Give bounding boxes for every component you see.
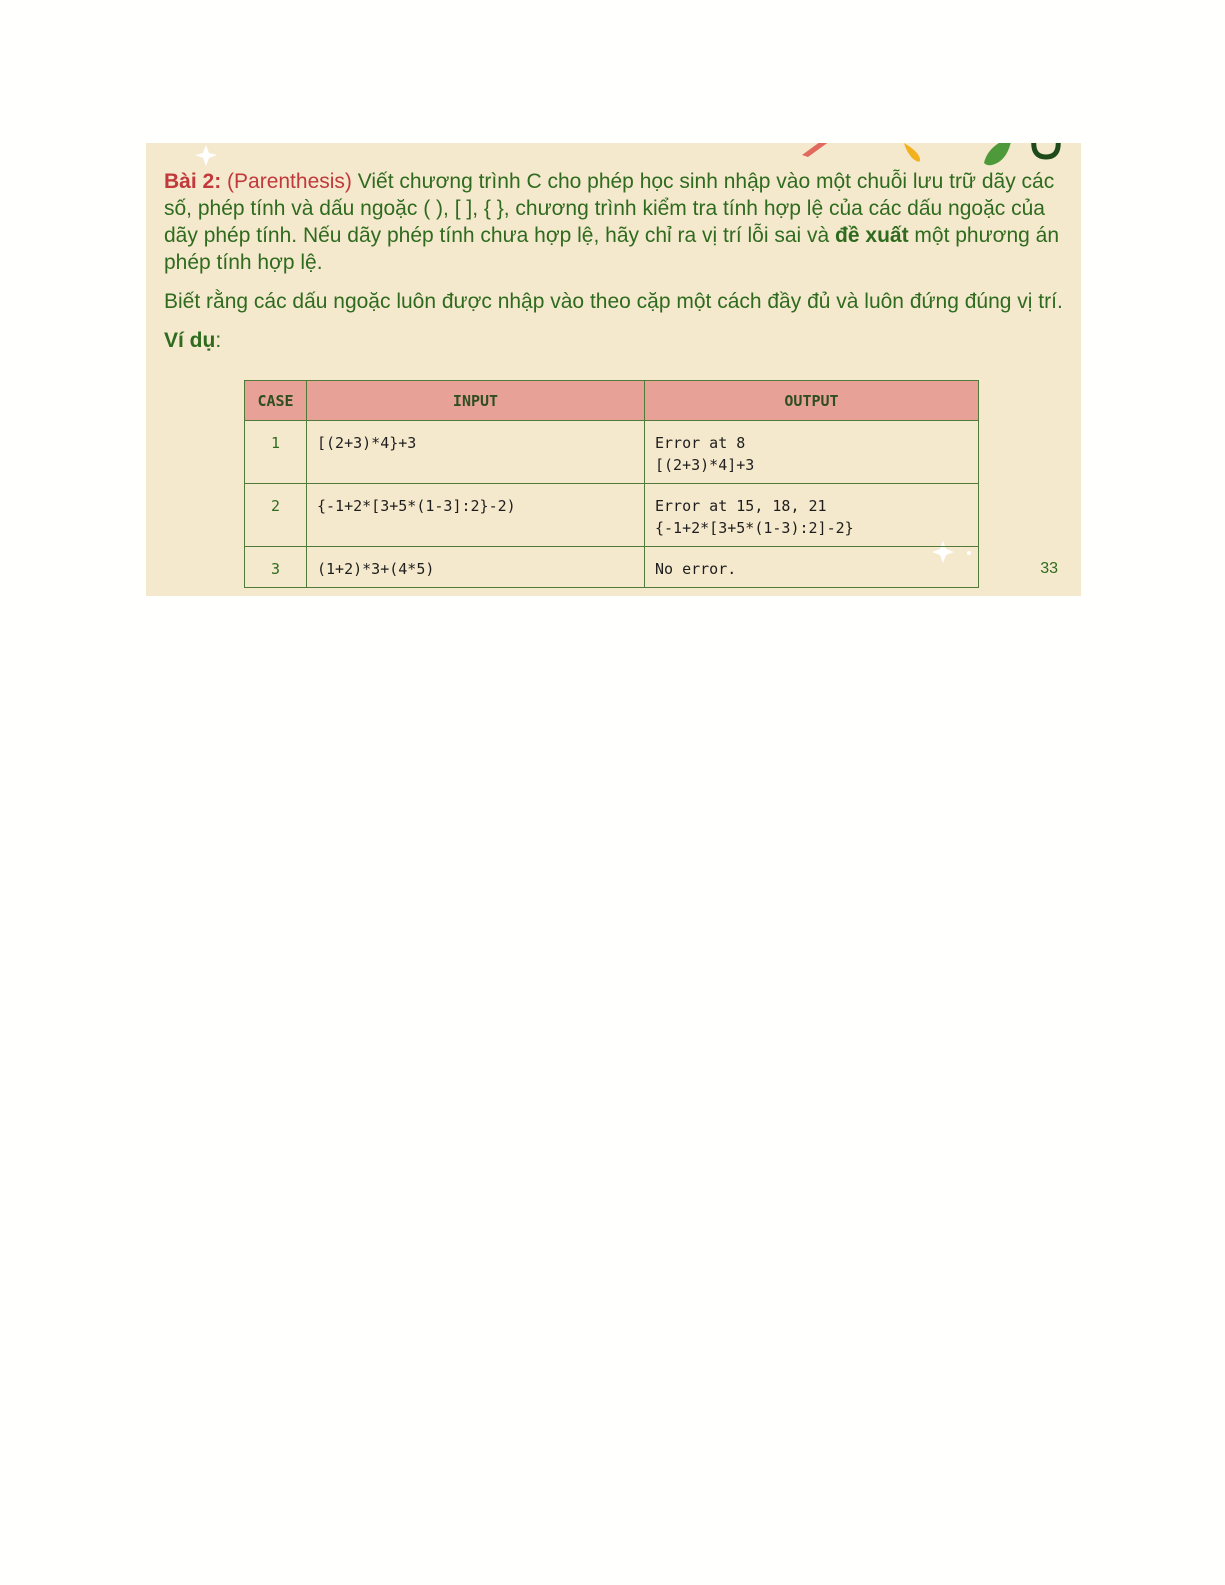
input-cell: {-1+2*[3+5*(1-3]:2}-2) [307,484,645,547]
header-input: INPUT [307,381,645,421]
slide [146,143,1081,596]
output-line: [(2+3)*4]+3 [655,456,755,474]
header-case: CASE [245,381,307,421]
description-text-2: một phương án phép tính hợp lệ. [164,224,1059,274]
ring-icon [1034,143,1059,157]
input-cell: (1+2)*3+(4*5) [307,547,645,588]
header-output: OUTPUT [645,381,979,421]
yellow-leaf-icon [904,143,920,162]
red-leaf-icon [802,143,830,157]
exercise-topic: (Parenthesis) [227,170,352,193]
table-row [245,547,979,588]
output-line: {-1+2*[3+5*(1-3):2]-2} [655,519,854,537]
table-row [245,421,979,484]
description-bold-text: đề xuất [835,224,909,247]
output-cell [645,484,979,547]
input-cell: [(2+3)*4}+3 [307,421,645,484]
exercise-assumption: Biết rằng các dấu ngoặc luôn được nhập vào theo cặp một cách đầy đủ và luôn đứng đúng vị trí. [164,290,1063,313]
green-leaf-icon [984,143,1012,165]
exercise-label: Bài 2: [164,170,222,193]
case-cell: 3 [245,547,307,588]
page-number: 33 [1040,560,1058,577]
table-header-row [245,381,979,421]
case-cell: 2 [245,484,307,547]
output-line: Error at 15, 18, 21 [655,497,827,515]
output-cell [645,547,979,588]
example-colon: : [215,329,222,352]
case-cell: 1 [245,421,307,484]
example-label: Ví dụ [164,329,216,352]
table-row [245,484,979,547]
examples-table [244,380,979,588]
output-line: No error. [655,560,737,578]
sparkle-icon [195,145,217,166]
exercise-description [164,168,1064,276]
description-text-1: Viết chương trình C cho phép học sinh nhập vào một chuỗi lưu trữ dãy các số, phép tính và dấu ngoặc ( ), [ ], { }, chương trình kiểm tra tính hợp lệ của các dấu ngoặc của dãy phép tính. Nếu dãy phép tính chưa hợp lệ, hãy chỉ ra vị trí lỗi sai và [164,170,1055,247]
example-heading [164,327,1064,354]
output-line: Error at 8 [655,434,746,452]
output-cell [645,421,979,484]
slide-content [164,168,1064,354]
